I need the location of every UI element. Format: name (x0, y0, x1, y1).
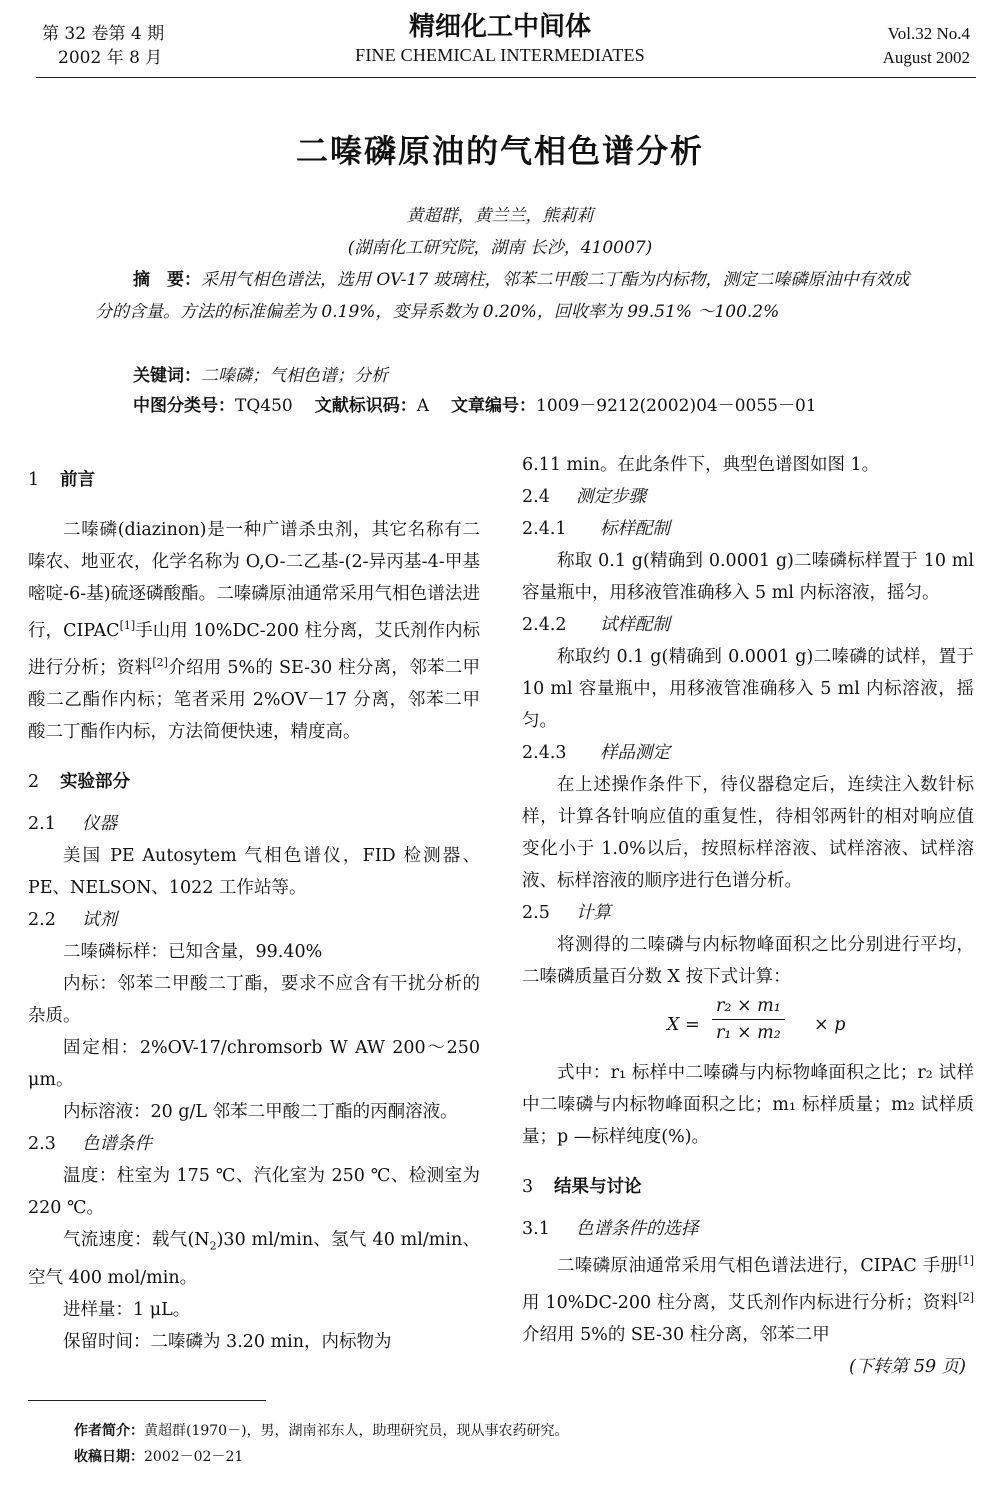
left-column (28, 464, 480, 1358)
section-heading-2: 2 实验部分 (28, 771, 130, 792)
subsection-2-3: 2.3 色谱条件 (28, 1133, 152, 1154)
mass-fraction-formula (522, 993, 974, 1057)
doc-code-value: A (416, 396, 430, 416)
formula-denominator: r₁ × m₂ (716, 1023, 781, 1043)
condition-injection: 进样量：1 μL。 (63, 1300, 191, 1321)
header-rule (36, 77, 976, 78)
article-title: 二嗪磷原油的气相色谱分析 (295, 132, 704, 170)
formula-numerator: r₂ × m₁ (712, 993, 785, 1020)
results-paragraph: 二嗪磷原油通常采用气相色谱法进行，CIPAC 手册[1]用 10%DC-200 柱分离，艾氏剂作内标进行分析；资料[2]介绍用 5%的 SE-30 柱分离，邻苯二甲 (522, 1254, 974, 1345)
formula-rhs: × p (814, 1015, 846, 1035)
reagent-solution: 内标溶液：20 g/L 邻苯二甲酸二丁酯的丙酮溶液。 (63, 1101, 458, 1122)
formula-fraction (712, 993, 785, 1046)
journal-title (320, 10, 680, 66)
citation-2b: [2] (958, 1290, 974, 1304)
journal-title-en: FINE CHEMICAL INTERMEDIATES (355, 45, 645, 65)
doc-code-label: 文献标识码： (314, 396, 417, 416)
clc-label: 中图分类号： (133, 396, 235, 416)
subsection-2-5: 2.5 计算 (522, 903, 611, 923)
article-affiliation: (湖南化工研究院，湖南 长沙，410007) (347, 238, 653, 258)
article-number-label: 文章编号： (451, 396, 537, 416)
footnote-rule (28, 1400, 266, 1401)
condition-flow: 气流速度：载气$(N_2)30$ ml/min、氢气 40 ml/min、空气 400 mol/min。 (28, 1229, 481, 1289)
subsection-2-4-2: 2.4.2 试样配制 (522, 615, 670, 635)
section-heading-3: 3 结果与讨论 (522, 1177, 642, 1197)
citation-1: [1] (119, 619, 136, 632)
standard-prep-paragraph: 称取 0.1 g(精确到 0.0001 g)二嗪磷标样置于 10 ml 容量瓶中，用移液管准确移入 5 ml 内标溶液，摇匀。 (522, 551, 974, 603)
formula-lhs: X = (667, 1015, 700, 1035)
received-date-label: 收稿日期： (74, 1449, 144, 1465)
citation-2: [2] (152, 655, 168, 669)
subsection-2-2: 2.2 试剂 (28, 909, 117, 930)
keywords-label: 关键词： (133, 366, 201, 386)
continued-note: (下转第 59 页) (848, 1356, 966, 1377)
measurement-paragraph: 在上述操作条件下，待仪器稳定后，连续注入数针标样，计算各针响应值的重复性，待相邻两针的相对响应值变化小于 1.0%以后，按照标样溶液、试样溶液、试样溶液、标样溶液的顺序进行色谱分析。 (522, 775, 974, 891)
issue-date: 2002 年 8 月 (58, 48, 163, 68)
right-column (522, 449, 974, 1383)
subsection-2-4-1: 2.4.1 标样配制 (522, 519, 670, 539)
reagent-internal: 内标：邻苯二甲酸二丁酯，要求不应含有干扰分析的杂质。 (28, 973, 480, 1026)
condition-temperature: 温度：柱室为 175 ℃、汽化室为 250 ℃、检测室为 220 ℃。 (28, 1165, 480, 1218)
subsection-2-1: 2.1 仪器 (28, 813, 117, 834)
subsection-2-4-3: 2.4.3 样品测定 (522, 743, 670, 763)
sample-prep-paragraph: 称取约 0.1 g(精确到 0.0001 g)二嗪磷的试样，置于 10 ml 容量瓶中，用移液管准确移入 5 ml 内标溶液，摇匀。 (522, 647, 974, 731)
received-date-value: 2002－02－21 (144, 1449, 244, 1465)
issue-date-en: August 2002 (882, 48, 970, 67)
reagent-stationary: 固定相：2%OV-17/chromsorb W AW 200～250 μm。 (28, 1037, 480, 1090)
citation-1b: [1] (958, 1254, 974, 1267)
keywords (133, 360, 388, 392)
classification-line (133, 390, 817, 422)
section-heading-1: 1 前言 (28, 470, 95, 490)
issue-volume: 第 32 卷第 4 期 (42, 24, 165, 44)
author-bio-text: 黄超群(1970－)，男，湖南祁东人，助理研究员，现从事农药研究。 (144, 1423, 569, 1439)
subsection-3-1: 3.1 色谱条件的选择 (522, 1219, 699, 1239)
journal-title-cn: 精细化工中间体 (408, 12, 591, 42)
abstract-text: 采用气相色谱法，选用 OV-17 玻璃柱，邻苯二甲酸二丁酯为内标物，测定二嗪磷原油中有效成分的含量。方法的标准偏差为 0.19%，变异系数为 0.20%，回收率为 99.51% ～100.2% (95, 270, 910, 322)
article-authors: 黄超群，黄兰兰，熊莉莉 (406, 206, 594, 226)
abstract-label: 摘 要： (133, 270, 201, 290)
abstract (95, 264, 925, 328)
author-bio (74, 1420, 569, 1442)
subsection-2-4: 2.4 测定步骤 (522, 487, 646, 507)
journal-issue (42, 22, 164, 70)
condition-retention: 保留时间：二嗪磷为 3.20 min，内标物为 (63, 1332, 392, 1353)
intro-paragraph: 二嗪磷(diazinon)是一种广谱杀虫剂，其它名称有二嗪农、地亚农，化学名称为 O,O-二乙基-(2-异丙基-4-甲基嘧啶-6-基)硫逐磷酸酯。二嗪磷原油通常采用气相色谱法进行，CIPAC[1]手山用 10%DC-200 柱分离，艾氏剂作内标进行分析；资料[2]介绍用 5%的 SE-30 柱分离，邻苯二甲酸二乙酯作内标；笔者采用 2%OV－17 分离，邻苯二甲酸二丁酯作内标，方法简便快速，精度高。 (28, 520, 480, 742)
calculation-paragraph: 将测得的二嗪磷与内标物峰面积之比分别进行平均，二嗪磷质量百分数 X 按下式计算： (522, 935, 974, 987)
journal-issue-en (883, 22, 970, 70)
issue-volume-en: Vol.32 No.4 (887, 24, 970, 43)
retention-continued: 6.11 min。在此条件下，典型色谱图如图 1。 (522, 455, 880, 475)
reagent-standard: 二嗪磷标样：已知含量，99.40% (63, 941, 323, 962)
instrument-paragraph: 美国 PE Autosytem 气相色谱仪，FID 检测器、PE、NELSON、1022 工作站等。 (28, 845, 480, 898)
article-number-value: 1009－9212(2002)04－0055－01 (536, 396, 817, 416)
formula-legend: 式中：r₁ 标样中二嗪磷与内标物峰面积之比；r₂ 试样中二嗪磷与内标物峰面积之比；m₁ 标样质量；m₂ 试样质量；p —标样纯度(%)。 (522, 1063, 974, 1147)
author-bio-label: 作者简介： (74, 1423, 144, 1439)
keywords-text: 二嗪磷；气相色谱；分析 (201, 366, 388, 386)
clc-value: TQ450 (235, 396, 293, 416)
received-date (74, 1446, 243, 1468)
